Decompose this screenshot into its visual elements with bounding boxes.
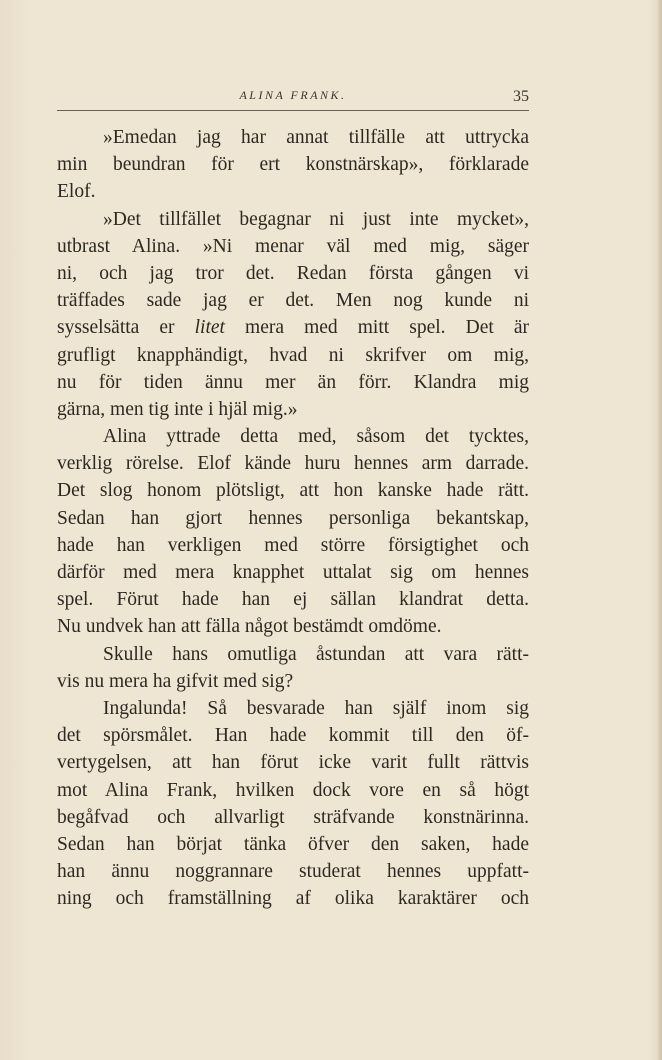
text-line: »Det tillfället begagnar ni just inte mycket», <box>103 208 529 230</box>
text-line: Det slog honom plötsligt, att hon kanske hade rätt. <box>57 480 529 502</box>
text-line: Nu undvek han att fälla något bestämdt omdöme. <box>57 616 442 638</box>
text-line: hade han verkligen med större försigtighet och <box>57 534 529 556</box>
text-line: grufligt knapphändigt, hvad ni skrifver om mig, <box>57 344 529 366</box>
text-line: spel. Förut hade han ej sällan klandrat detta. <box>57 589 529 611</box>
text-line: ni, och jag tror det. Redan första gången vi <box>57 262 529 284</box>
text-line: mot Alina Frank, hvilken dock vore en så högt <box>57 779 529 801</box>
text-line: verklig rörelse. Elof kände huru hennes arm darrade. <box>57 453 529 475</box>
text-line: vertygelsen, att han förut icke varit fullt rättvis <box>57 752 529 774</box>
header-rule <box>57 110 529 111</box>
text-line: nu för tiden ännu mer än förr. Klandra mig <box>57 371 529 393</box>
text-fragment: mera med mitt spel. Det är <box>245 317 529 339</box>
text-line: Alina yttrade detta med, såsom det tycktes, <box>103 426 529 448</box>
text-line: ning och framställning af olika karaktärer och <box>57 888 529 910</box>
text-line: vis nu mera ha gifvit med sig? <box>57 670 294 692</box>
text-line: träffades sade jag er det. Men nog kunde ni <box>57 290 529 312</box>
text-line: det spörsmålet. Han hade kommit till den öf- <box>57 725 529 747</box>
text-line: min beundran för ert konstnärskap», förklarade <box>57 154 529 176</box>
text-line: han ännu noggrannare studerat hennes uppfatt- <box>57 861 529 883</box>
page-number: 35 <box>513 88 529 105</box>
text-line: gärna, men tig inte i hjäl mig.» <box>57 398 298 420</box>
text-line: Skulle hans omutliga åstundan att vara rätt- <box>103 643 529 665</box>
text-line <box>57 314 529 341</box>
text-line: begåfvad och allvarligt sträfvande konstnärinna. <box>57 806 529 828</box>
running-header <box>57 86 529 112</box>
text-line: Ingalunda! Så besvarade han själf inom sig <box>103 697 529 719</box>
text-fragment: sysselsätta er <box>57 317 175 339</box>
text-line: Sedan han börjat tänka öfver den saken, hade <box>57 833 529 855</box>
page-edge <box>658 0 662 1060</box>
italic-word: litet <box>194 317 225 339</box>
text-line: därför med mera knapphet uttalat sig om hennes <box>57 562 529 583</box>
body-text <box>57 124 529 912</box>
text-line: Elof. <box>57 181 96 203</box>
running-title: ALINA FRANK. <box>239 88 347 102</box>
text-line: utbrast Alina. »Ni menar väl med mig, säger <box>57 235 529 257</box>
text-line: »Emedan jag har annat tillfälle att uttrycka <box>103 127 529 148</box>
text-line: Sedan han gjort hennes personliga bekantskap, <box>57 507 529 529</box>
